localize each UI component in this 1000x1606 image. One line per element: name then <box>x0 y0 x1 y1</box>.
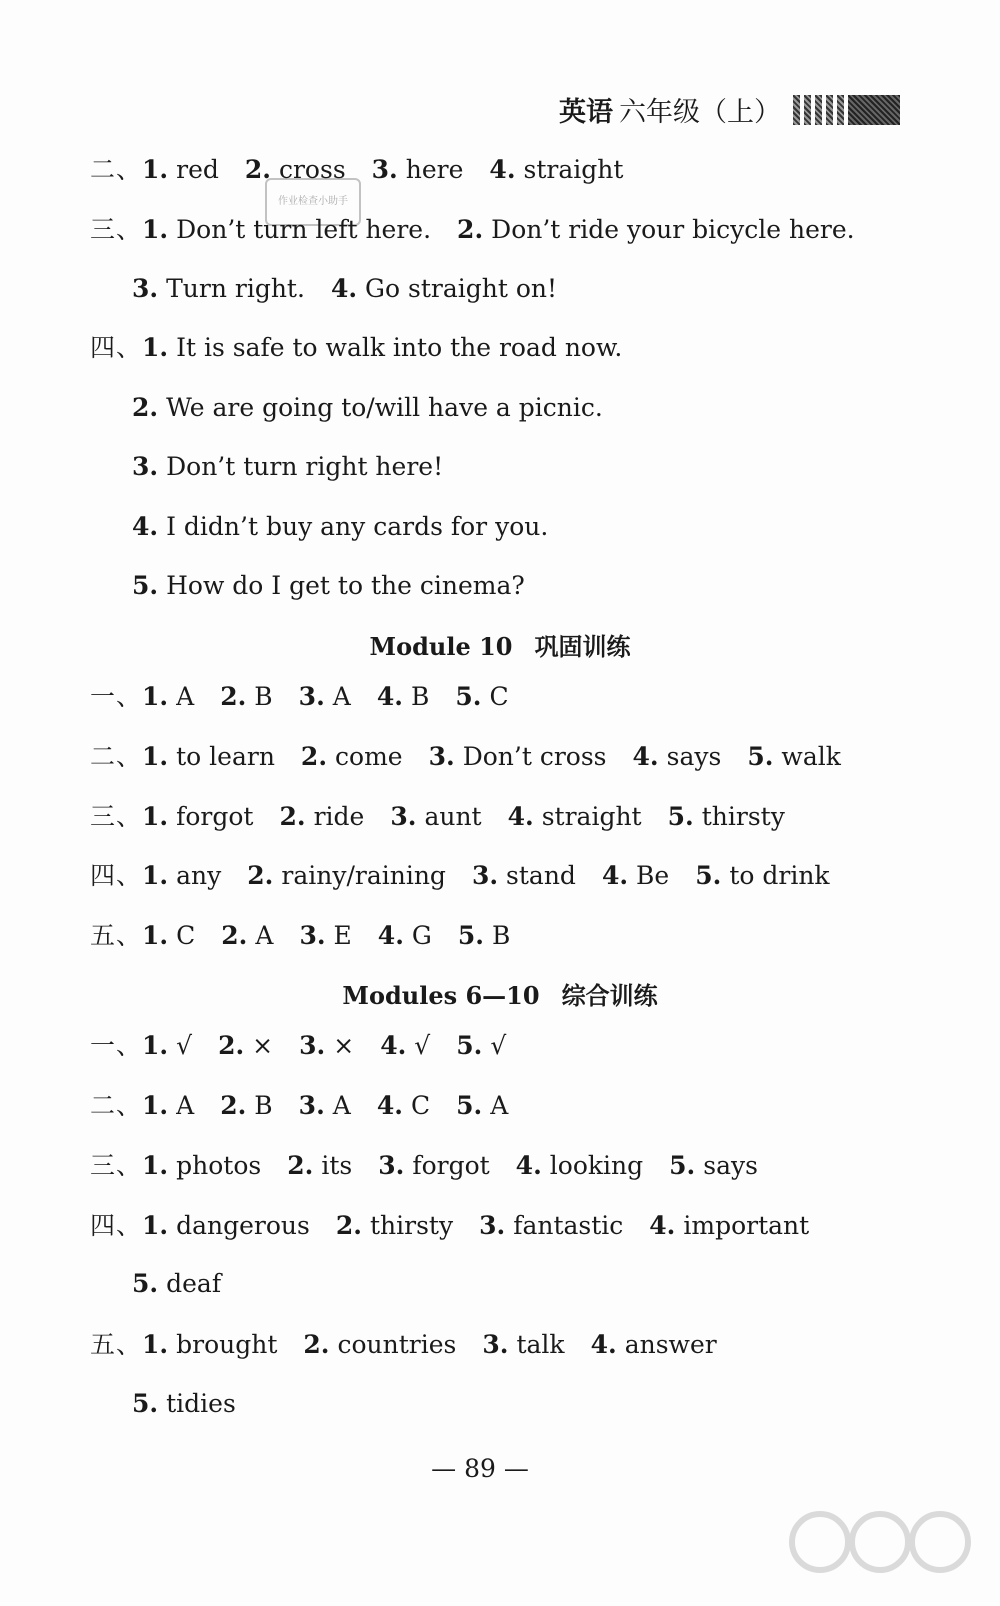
header-decoration <box>793 95 900 125</box>
item-answer: straight <box>541 802 642 831</box>
answer-item <box>482 1330 564 1359</box>
answer-item <box>331 274 557 303</box>
item-number: 5. <box>456 1091 483 1120</box>
answer-item <box>132 274 305 303</box>
item-answer: to drink <box>729 861 830 890</box>
answer-item <box>602 861 669 890</box>
item-number: 1. <box>142 1211 169 1240</box>
item-number: 5. <box>132 1389 159 1418</box>
header-grade: 六年级（上） <box>619 97 781 128</box>
question-number: 二、 <box>90 742 143 771</box>
answer-item <box>221 921 273 950</box>
item-number: 5. <box>456 1031 483 1060</box>
answer-line <box>132 1264 247 1304</box>
item-answer: aunt <box>424 802 482 831</box>
answer-item <box>142 1211 310 1240</box>
answer-item <box>747 742 841 771</box>
item-number: 4. <box>649 1211 676 1240</box>
item-answer: thirsty <box>701 802 785 831</box>
watermark-stamp: 作业检查小助手 <box>265 178 361 226</box>
item-number: 4. <box>132 512 159 541</box>
answer-item <box>301 742 403 771</box>
section-title-modules-6-10 <box>0 976 1000 1016</box>
page-header <box>559 90 900 129</box>
answer-item <box>142 215 431 244</box>
item-answer: deaf <box>166 1269 222 1298</box>
item-answer: walk <box>781 742 841 771</box>
answer-item <box>378 1151 489 1180</box>
answer-line <box>132 1384 262 1424</box>
item-number: 1. <box>142 1151 169 1180</box>
item-number: 4. <box>330 274 358 303</box>
item-number: 4. <box>507 802 534 831</box>
item-number: 5. <box>457 921 484 950</box>
answer-item <box>372 155 464 184</box>
section-subtitle: 巩固训练 <box>534 632 631 661</box>
item-number: 4. <box>601 861 629 890</box>
answer-line <box>132 447 469 487</box>
item-answer: A <box>332 1091 351 1120</box>
item-answer: G <box>411 921 432 950</box>
item-answer: says <box>666 742 722 771</box>
item-answer: to learn <box>176 742 275 771</box>
answer-item <box>378 921 432 950</box>
item-number: 1. <box>142 1091 169 1120</box>
item-number: 5. <box>669 1151 696 1180</box>
item-number: 2. <box>218 1031 245 1060</box>
answer-item <box>429 742 607 771</box>
item-answer: √ <box>490 1031 507 1060</box>
item-answer: Don’t cross <box>462 742 607 771</box>
item-answer: B <box>410 682 430 711</box>
item-number: 3. <box>299 1031 326 1060</box>
item-answer: × <box>252 1031 274 1060</box>
question-number: 三、 <box>90 1151 143 1180</box>
item-answer: cross <box>278 155 346 184</box>
answer-item <box>377 682 429 711</box>
question-number: 五、 <box>90 921 143 950</box>
answer-item <box>336 1211 453 1240</box>
item-number: 4. <box>377 921 404 950</box>
answer-item <box>489 155 623 184</box>
question-number: 一、 <box>90 682 143 711</box>
answer-item <box>132 1389 236 1418</box>
item-number: 4. <box>376 1091 403 1120</box>
answer-item <box>472 861 576 890</box>
answer-item <box>142 1091 194 1120</box>
answer-item <box>245 155 346 184</box>
item-number: 3. <box>298 1091 325 1120</box>
item-answer: its <box>321 1151 353 1180</box>
answer-item <box>695 861 829 890</box>
answer-item <box>299 1091 351 1120</box>
answer-line <box>132 269 583 309</box>
item-number: 2. <box>247 861 274 890</box>
answer-item <box>142 155 219 184</box>
answer-item <box>132 452 443 481</box>
answer-item <box>633 742 722 771</box>
item-answer: rainy/raining <box>281 861 446 890</box>
item-number: 3. <box>298 682 325 711</box>
answer-line <box>90 1086 534 1126</box>
answer-item <box>669 1151 758 1180</box>
question-number: 四、 <box>90 1211 143 1240</box>
item-answer: We are going to/will have a picnic. <box>166 393 603 422</box>
item-answer: √ <box>176 1031 193 1060</box>
item-number: 2. <box>279 802 306 831</box>
answer-item <box>479 1211 623 1240</box>
question-number: 四、 <box>90 333 143 362</box>
question-number: 三、 <box>90 215 143 244</box>
item-number: 2. <box>335 1211 362 1240</box>
item-answer: here <box>405 155 464 184</box>
item-number: 4. <box>380 1031 407 1060</box>
item-number: 5. <box>667 802 694 831</box>
item-number: 3. <box>378 1151 405 1180</box>
answer-line <box>90 1325 743 1365</box>
answer-item <box>132 512 548 541</box>
item-answer: tidies <box>166 1389 236 1418</box>
item-number: 2. <box>220 1091 247 1120</box>
answer-line <box>90 150 649 190</box>
item-answer: any <box>176 861 222 890</box>
answer-line <box>90 1026 532 1066</box>
answer-line <box>90 1146 784 1186</box>
header-subject: 英语 <box>559 97 613 128</box>
answer-line <box>90 1206 835 1246</box>
item-answer: straight <box>523 155 624 184</box>
item-number: 4. <box>376 682 403 711</box>
question-number: 五、 <box>90 1330 143 1359</box>
page-number: — 89 — <box>431 1454 529 1483</box>
item-answer: E <box>333 921 352 950</box>
answer-item <box>456 1031 506 1060</box>
item-number: 2. <box>300 742 328 771</box>
item-number: 3. <box>471 861 499 890</box>
item-number: 3. <box>482 1330 509 1359</box>
item-number: 4. <box>590 1330 617 1359</box>
item-answer: B <box>254 682 273 711</box>
answer-item <box>279 802 364 831</box>
item-answer: I didn’t buy any cards for you. <box>166 512 549 541</box>
item-answer: brought <box>176 1330 278 1359</box>
item-number: 3. <box>390 802 417 831</box>
item-number: 3. <box>428 742 455 771</box>
item-answer: A <box>176 682 195 711</box>
item-number: 2. <box>220 682 247 711</box>
question-number: 三、 <box>90 802 143 831</box>
item-number: 2. <box>287 1151 314 1180</box>
item-answer: C <box>410 1091 431 1120</box>
question-number: 二、 <box>90 1091 143 1120</box>
item-number: 3. <box>299 921 326 950</box>
item-number: 1. <box>142 861 169 890</box>
answer-item <box>457 215 855 244</box>
item-answer: forgot <box>412 1151 490 1180</box>
item-answer: Turn right. <box>166 274 305 303</box>
item-number: 2. <box>132 393 159 422</box>
item-number: 2. <box>221 921 248 950</box>
answer-item <box>142 333 622 362</box>
item-number: 5. <box>455 682 482 711</box>
item-number: 4. <box>489 155 516 184</box>
item-answer: C <box>176 921 196 950</box>
item-answer: Go straight on! <box>365 274 558 303</box>
item-number: 1. <box>142 215 169 244</box>
item-number: 5. <box>132 571 159 600</box>
item-answer: B <box>254 1091 273 1120</box>
answer-item <box>299 682 351 711</box>
answer-line <box>90 856 856 896</box>
answer-item <box>668 802 785 831</box>
item-number: 3. <box>132 452 159 481</box>
section-title: Modules 6—10 <box>342 981 540 1010</box>
answer-line <box>132 507 574 547</box>
item-number: 4. <box>632 742 659 771</box>
answer-item <box>142 682 194 711</box>
item-number: 1. <box>142 742 169 771</box>
section-title-module-10 <box>0 627 1000 667</box>
item-number: 5. <box>132 1269 159 1298</box>
answer-item <box>591 1330 717 1359</box>
answer-item <box>649 1211 809 1240</box>
answer-item <box>377 1091 430 1120</box>
answer-item <box>456 1091 508 1120</box>
question-number: 四、 <box>90 861 143 890</box>
answer-item <box>218 1031 273 1060</box>
answer-item <box>132 393 603 422</box>
item-number: 1. <box>142 682 169 711</box>
answer-item <box>220 682 272 711</box>
item-number: 1. <box>142 1330 169 1359</box>
item-number: 3. <box>371 155 398 184</box>
item-answer: answer <box>624 1330 717 1359</box>
answer-item <box>455 682 508 711</box>
item-answer: fantastic <box>513 1211 624 1240</box>
item-answer: forgot <box>176 802 254 831</box>
question-number: 二、 <box>90 155 143 184</box>
item-answer: Don’t ride your bicycle here. <box>491 215 855 244</box>
item-answer: √ <box>414 1031 431 1060</box>
section-subtitle: 综合训练 <box>561 981 658 1010</box>
answer-line <box>90 328 648 368</box>
answer-item <box>132 1269 221 1298</box>
answer-line <box>132 566 551 606</box>
item-answer: A <box>490 1091 509 1120</box>
answer-item <box>380 1031 430 1060</box>
item-number: 3. <box>479 1211 506 1240</box>
item-number: 3. <box>132 274 159 303</box>
answer-line <box>90 210 881 250</box>
item-answer: How do I get to the cinema? <box>166 571 525 600</box>
item-answer: red <box>176 155 219 184</box>
answer-item <box>142 802 253 831</box>
item-number: 4. <box>515 1151 542 1180</box>
item-answer: Don’t turn right here! <box>166 452 444 481</box>
item-answer: Don’t turn left here. <box>176 215 432 244</box>
item-number: 2. <box>303 1330 330 1359</box>
item-answer: thirsty <box>369 1211 454 1240</box>
item-answer: looking <box>549 1151 644 1180</box>
answer-item <box>132 571 525 600</box>
item-number: 5. <box>747 742 774 771</box>
item-answer: A <box>255 921 274 950</box>
item-answer: Be <box>636 861 670 890</box>
item-number: 1. <box>142 1031 169 1060</box>
item-answer: ride <box>313 802 365 831</box>
answer-item <box>303 1330 456 1359</box>
answer-item <box>299 1031 354 1060</box>
item-number: 2. <box>244 155 271 184</box>
answer-line <box>90 797 811 837</box>
item-answer: stand <box>506 861 576 890</box>
answer-line <box>90 737 867 777</box>
answer-item <box>142 921 195 950</box>
answer-item <box>142 1151 261 1180</box>
answer-item <box>299 921 351 950</box>
answer-item <box>247 861 446 890</box>
item-answer: dangerous <box>176 1211 310 1240</box>
item-answer: × <box>333 1031 355 1060</box>
item-number: 5. <box>695 861 722 890</box>
answer-line <box>90 916 536 956</box>
answer-item <box>142 861 221 890</box>
answer-item <box>142 1330 277 1359</box>
answer-line <box>90 677 535 717</box>
item-answer: come <box>335 742 403 771</box>
site-watermark-logo <box>780 1502 980 1592</box>
item-answer: A <box>176 1091 195 1120</box>
answer-line <box>132 388 629 428</box>
answer-item <box>516 1151 643 1180</box>
answer-item <box>508 802 642 831</box>
item-answer: C <box>489 682 509 711</box>
question-number: 一、 <box>90 1031 143 1060</box>
item-answer: says <box>703 1151 758 1180</box>
item-number: 1. <box>142 155 169 184</box>
answer-item <box>142 742 275 771</box>
section-title: Module 10 <box>369 632 513 661</box>
item-number: 1. <box>142 921 169 950</box>
item-answer: countries <box>337 1330 457 1359</box>
item-answer: photos <box>176 1151 262 1180</box>
answer-item <box>142 1031 192 1060</box>
item-number: 2. <box>457 215 484 244</box>
answer-item <box>220 1091 272 1120</box>
item-number: 1. <box>142 802 169 831</box>
item-number: 1. <box>142 333 169 362</box>
item-answer: talk <box>516 1330 565 1359</box>
answer-item <box>390 802 481 831</box>
item-answer: B <box>492 921 511 950</box>
item-answer: A <box>332 682 351 711</box>
item-answer: important <box>683 1211 810 1240</box>
answer-item <box>458 921 510 950</box>
answer-item <box>287 1151 352 1180</box>
item-answer: It is safe to walk into the road now. <box>176 333 623 362</box>
